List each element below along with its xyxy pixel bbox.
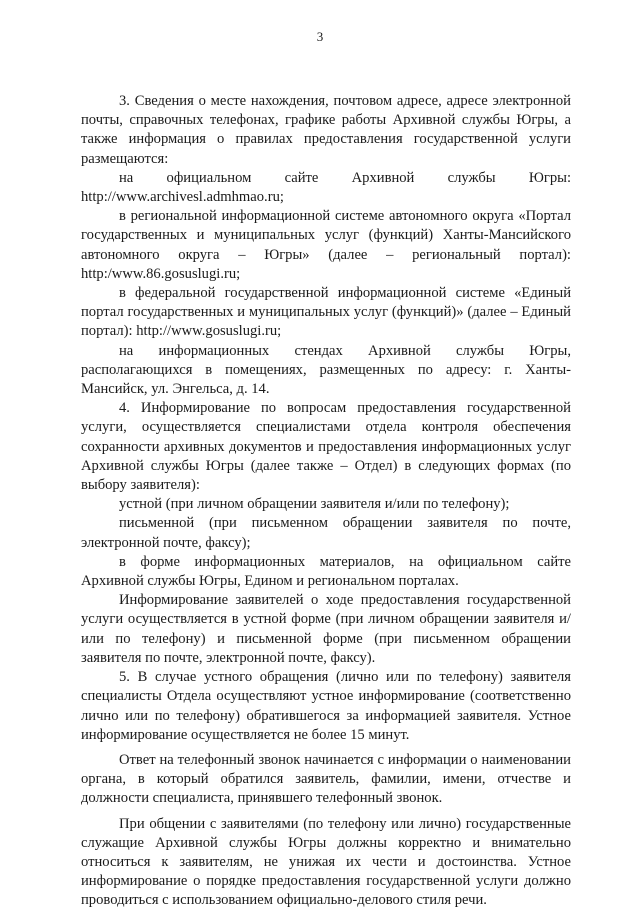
paragraph-regional-portal: в региональной информационной системе автономного округа «Портал государственных и муниципальных услуг (функций) Ханты-Мансийского автономного округа – Югры» (далее – региональный портал): http:/www.86.gosuslugi.ru; xyxy=(81,208,571,282)
paragraph-info-stands: на информационных стендах Архивной службы Югры, располагающихся в помещениях, размещенных по адресу: г. Ханты-Мансийск, ул. Энгельса, д. 14. xyxy=(81,342,571,398)
page-number: 3 xyxy=(316,29,324,44)
paragraph-written-form: письменной (при письменном обращении заявителя по почте, электронной почте, факсу); xyxy=(81,515,571,551)
paragraph-progress-informing: Информирование заявителей о ходе предоставления государственной услуги осуществляется в устной форме (при личном обращении заявителя и/или по телефону) и письменной форме (при письменном обращении заявителя по почте, электронной почте, факсу). xyxy=(81,592,571,666)
paragraph-official-site: на официальном сайте Архивной службы Югры: http://www.archivesl.admhmao.ru; xyxy=(81,169,571,206)
paragraph-federal-portal: в федеральной государственной информационной системе «Единый портал государственных и муниципальных услуг (функций)» (далее – Единый портал): http://www.gosuslugi.ru; xyxy=(81,285,571,340)
document-body xyxy=(81,92,571,911)
paragraph-3-intro: 3. Сведения о месте нахождения, почтовом адресе, адресе электронной почты, справочных телефонах, графике работы Архивной службы Югры, а также информация о правилах предоставления государственной услуги размещаются: xyxy=(81,93,571,167)
paragraph-phone-answer: Ответ на телефонный звонок начинается с информации о наименовании органа, в который обратился заявитель, фамилии, имени, отчестве и должности специалиста, принявшего телефонный звонок. xyxy=(81,751,571,807)
paragraph-communication-rules: При общении с заявителями (по телефону или лично) государственные служащие Архивной службы Югры должны корректно и внимательно относиться к заявителям, не унижая их чести и достоинства. Устное информирование о порядке предоставления государственной услуги должно проводиться с использованием официально-делового стиля речи. xyxy=(81,815,571,909)
paragraph-4-informing: 4. Информирование по вопросам предоставления государственной услуги, осуществляется специалистами отдела контроля обеспечения сохранности архивных документов и предоставления информационных услуг Архивной службы Югры (далее также – Отдел) в следующих формах (по выбору заявителя): xyxy=(81,400,571,494)
paragraph-info-materials: в форме информационных материалов, на официальном сайте Архивной службы Югры, Едином и региональном порталах. xyxy=(81,553,571,590)
paragraph-oral-form: устной (при личном обращении заявителя и/или по телефону); xyxy=(119,496,510,513)
paragraph-5-oral-request: 5. В случае устного обращения (лично или по телефону) заявителя специалисты Отдела осуществляют устное информирование (соответственно лично или по телефону) обратившегося за информацией заявителя. Устное информирование осуществляется не более 15 минут. xyxy=(81,669,571,743)
